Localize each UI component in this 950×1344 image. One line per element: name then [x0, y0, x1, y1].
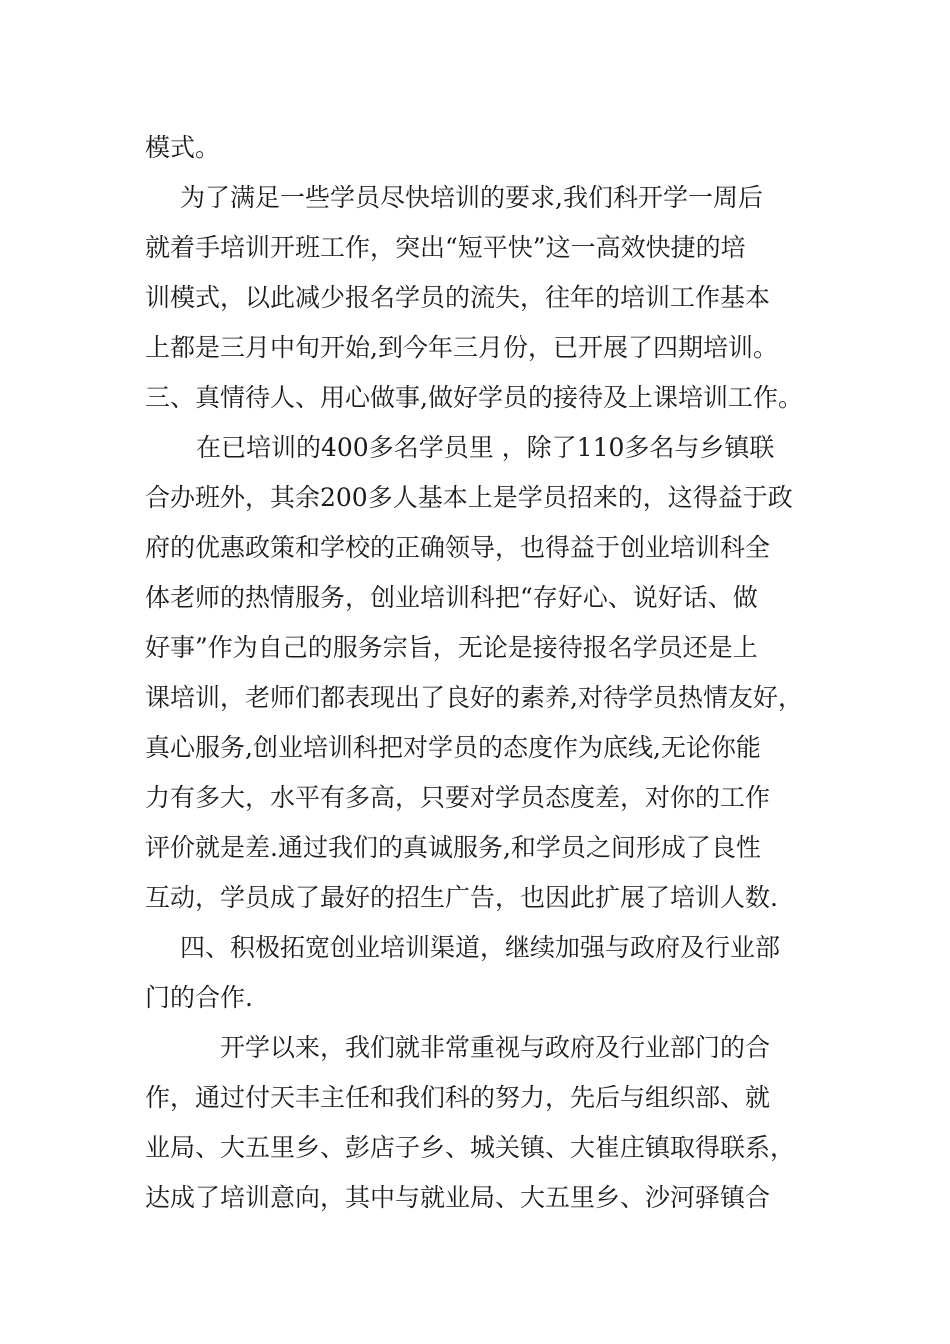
- text-line: 真心服务,创业培训科把对学员的态度作为底线,无论你能: [145, 733, 761, 762]
- text-line: 训模式，以此减少报名学员的流失，往年的培训工作基本: [145, 283, 771, 312]
- text-line: 课培训，老师们都表现出了良好的素养,对待学员热情友好，: [145, 683, 803, 712]
- text-line: 门的合作.: [145, 983, 253, 1012]
- text-line: 达成了培训意向，其中与就业局、大五里乡、沙河驿镇合: [145, 1183, 771, 1212]
- text-line: 就着手培训开班工作，突出“短平快”这一高效快捷的培: [145, 233, 746, 262]
- text-line: 好事”作为自己的服务宗旨，无论是接待报名学员还是上: [145, 633, 758, 662]
- section-heading: 四、积极拓宽创业培训渠道，继续加强与政府及行业部: [180, 933, 781, 962]
- text-line: 模式。: [145, 133, 221, 162]
- text-line: 力有多大，水平有多高，只要对学员态度差，对你的工作: [145, 783, 771, 812]
- text-line: 上都是三月中旬开始,到今年三月份，已开展了四期培训。: [145, 333, 778, 362]
- text-line: 业局、大五里乡、彭店子乡、城关镇、大崔庄镇取得联系，: [145, 1133, 796, 1162]
- text-line: 互动，学员成了最好的招生广告，也因此扩展了培训人数.: [145, 883, 778, 912]
- text-line: 作，通过付天丰主任和我们科的努力，先后与组织部、就: [145, 1083, 771, 1112]
- text-line: 在已培训的400多名学员里 ，除了110多名与乡镇联: [196, 433, 775, 462]
- text-line: 评价就是差.通过我们的真诚服务,和学员之间形成了良性: [145, 833, 761, 862]
- section-heading: 三、真情待人、用心做事,做好学员的接待及上课培训工作。: [145, 383, 803, 412]
- text-line: 为了满足一些学员尽快培训的要求,我们科开学一周后: [180, 183, 763, 212]
- text-line: 体老师的热情服务，创业培训科把“存好心、说好话、做: [145, 583, 758, 612]
- text-line: 合办班外，其余200多人基本上是学员招来的，这得益于政: [145, 483, 793, 512]
- text-line: 开学以来，我们就非常重视与政府及行业部门的合: [220, 1033, 771, 1062]
- text-line: 府的优惠政策和学校的正确领导，也得益于创业培训科全: [145, 533, 771, 562]
